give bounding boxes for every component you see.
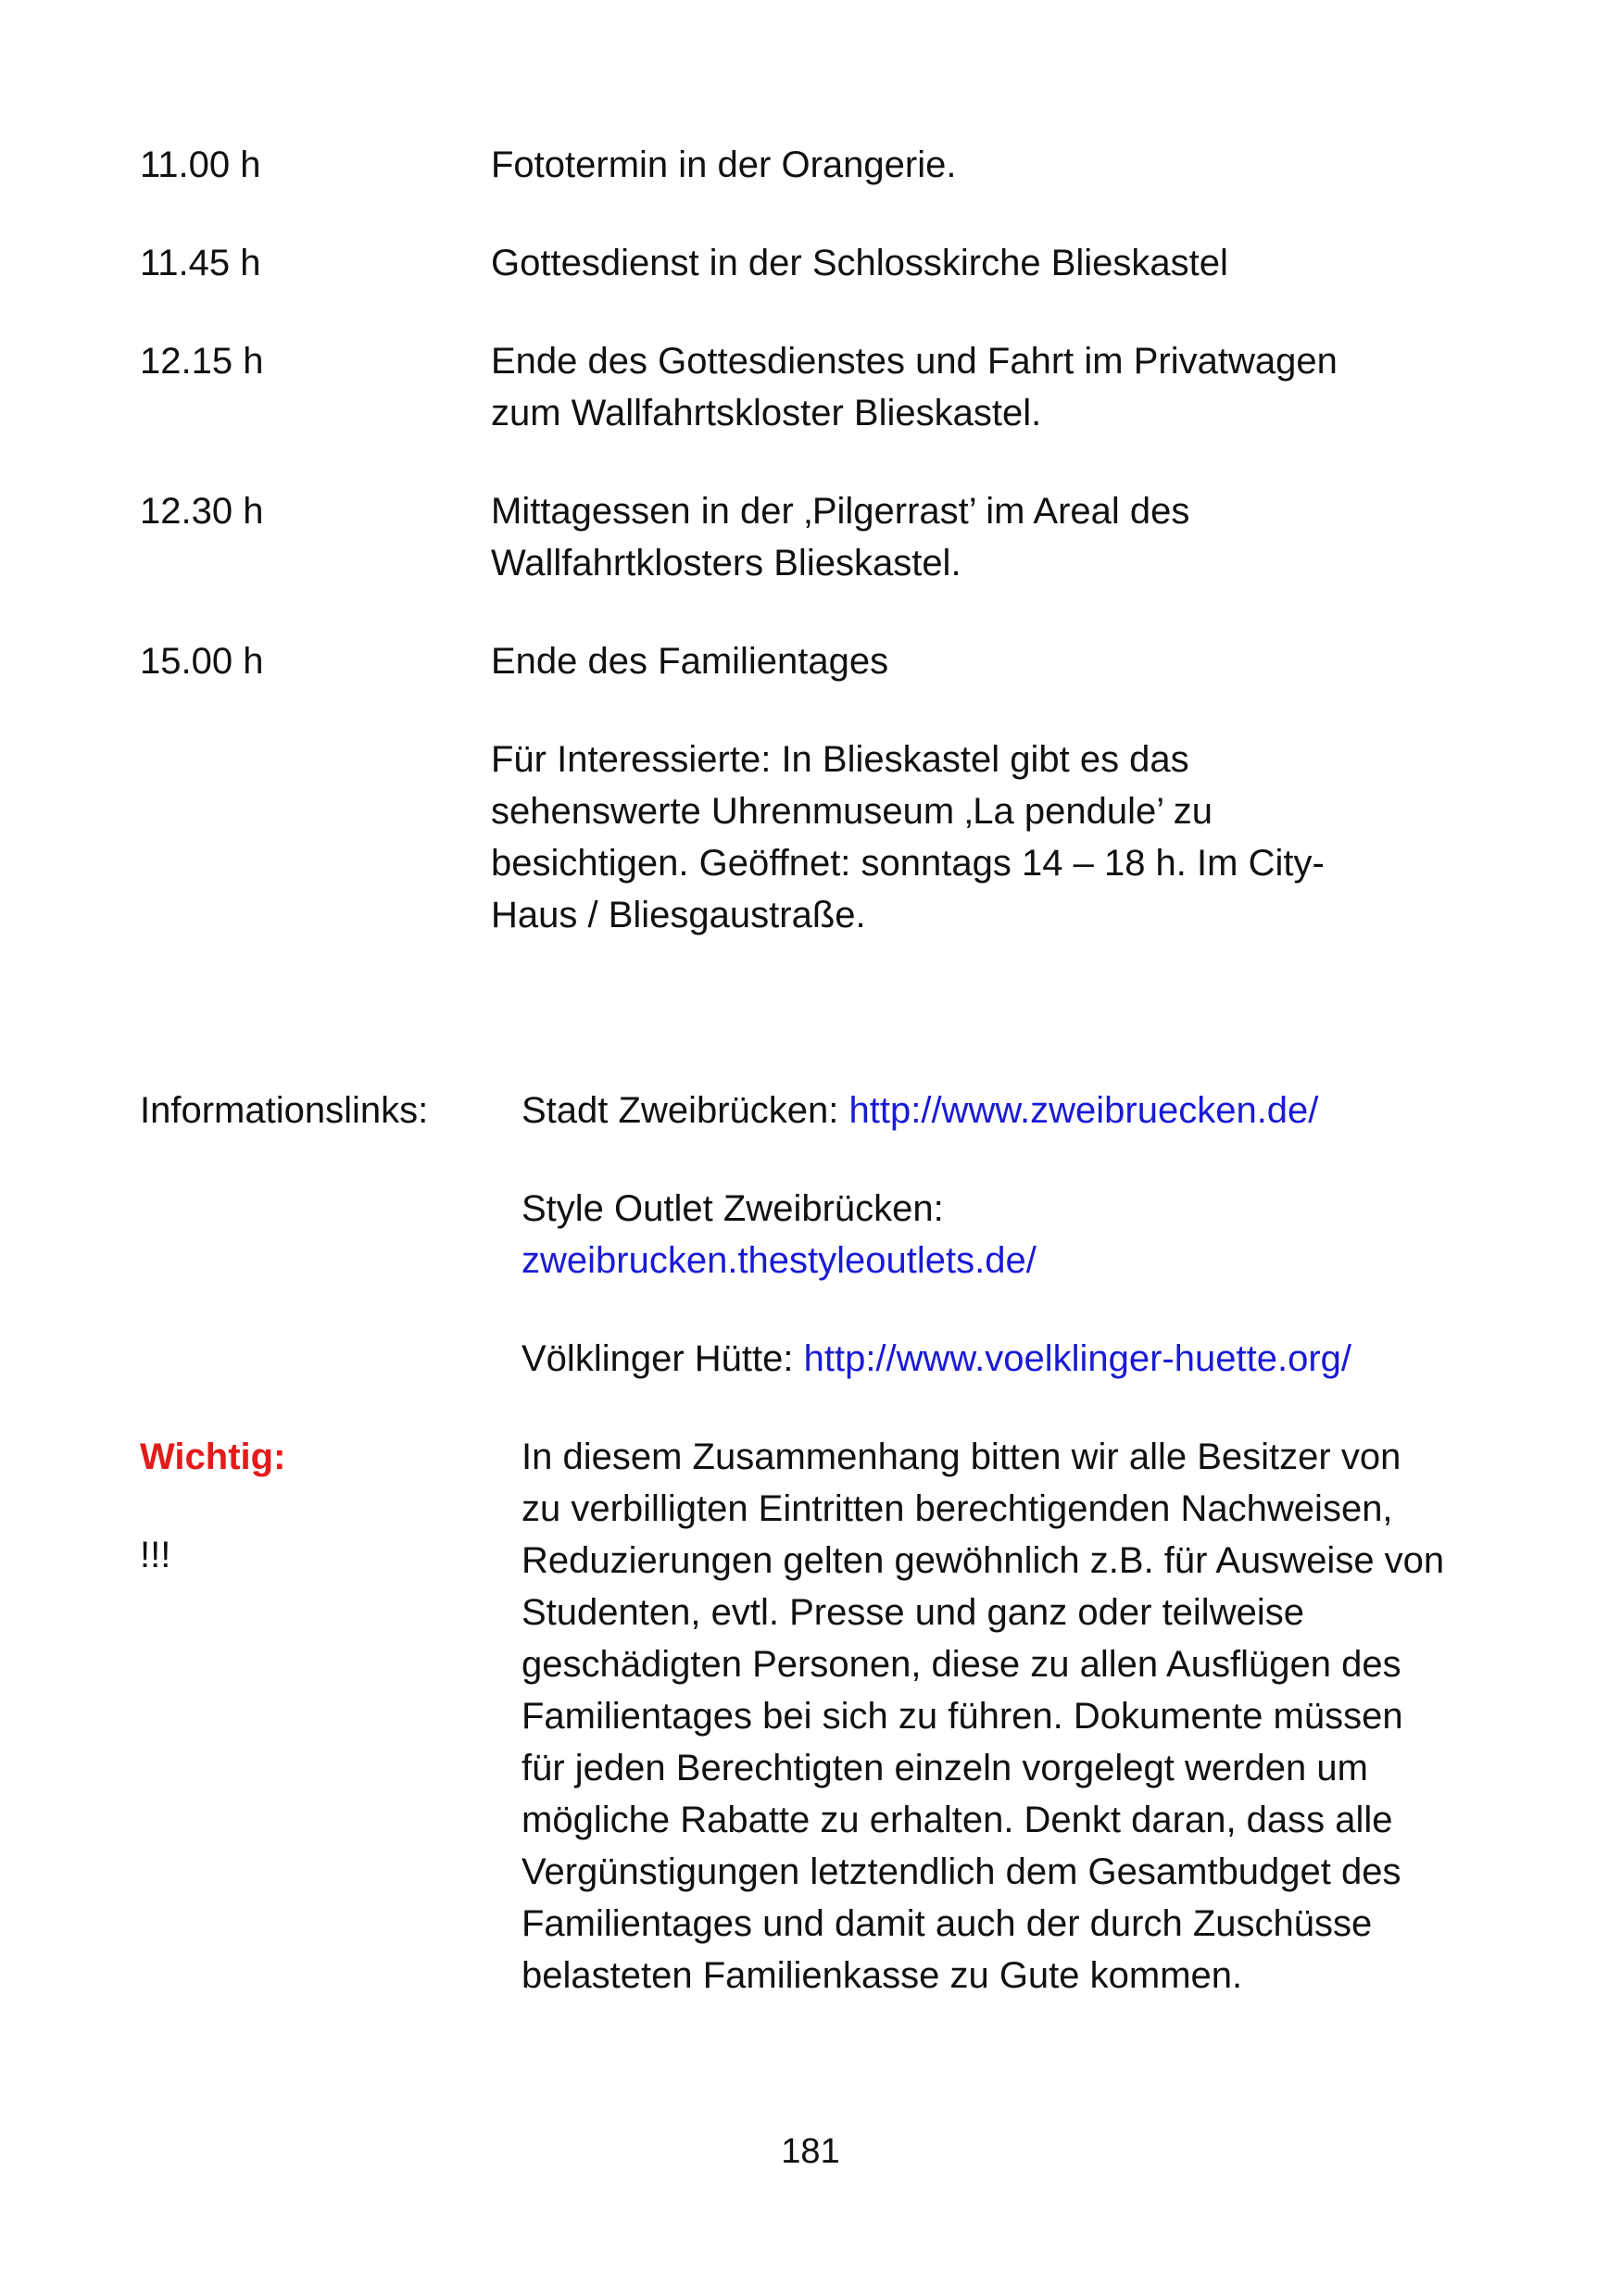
voelklinger-huette-link[interactable]: http://www.voelklinger-huette.org/ [803,1338,1351,1379]
interest-line: Für Interessierte: In Blieskastel gibt es das [491,739,1189,780]
link-item-voelklinger-huette [521,1333,1503,1385]
interest-line: Haus / Bliesgaustraße. [491,895,866,935]
schedule-line: Gottesdienst in der Schlosskirche Blieskastel [491,243,1228,283]
interest-line: sehenswerte Uhrenmuseum ‚La pendule’ zu [491,791,1213,832]
schedule-time: 12.30 h [140,491,264,532]
important-line: Vergünstigungen letztendlich dem Gesamtbudget des [521,1851,1401,1892]
important-line: für jeden Berechtigten einzeln vorgelegt werden um [521,1748,1368,1788]
schedule-time: 11.45 h [140,243,261,283]
important-line: Studenten, evtl. Presse und ganz oder teilweise [521,1592,1304,1633]
important-line: Familientages und damit auch der durch Zuschüsse [521,1903,1373,1944]
schedule-description [491,335,1417,439]
information-links-label: Informationslinks: [140,1090,429,1131]
schedule-description [491,485,1417,589]
important-line: zu verbilligten Eintritten berechtigenden Nachweisen, [521,1488,1393,1529]
important-line: In diesem Zusammenhang bitten wir alle Besitzer von [521,1437,1401,1477]
link-item-zweibruecken [521,1085,1503,1136]
zweibruecken-link[interactable]: http://www.zweibruecken.de/ [848,1090,1319,1131]
schedule-line: Mittagessen in der ‚Pilgerrast’ im Areal des [491,491,1190,532]
schedule-line: Ende des Gottesdienstes und Fahrt im Privatwagen [491,341,1338,382]
interest-line: besichtigen. Geöffnet: sonntags 14 – 18 h. Im City- [491,843,1325,884]
schedule-description [491,635,1417,687]
schedule-line: Ende des Familientages [491,641,889,682]
important-line: Reduzierungen gelten gewöhnlich z.B. für Ausweise von [521,1540,1445,1581]
important-line: belasteten Familienkasse zu Gute kommen. [521,1955,1243,1996]
schedule-line: Fototermin in der Orangerie. [491,144,957,185]
page-number: 181 [781,2132,840,2171]
schedule-description [491,237,1417,289]
schedule-description [491,139,1417,191]
link-prefix: Style Outlet Zweibrücken: [521,1188,944,1229]
important-label: Wichtig: [140,1437,286,1477]
important-line: geschädigten Personen, diese zu allen Ausflügen des [521,1644,1401,1685]
important-text [521,1431,1503,2001]
schedule-time: 12.15 h [140,341,264,382]
style-outlet-link[interactable]: zweibrucken.thestyleoutlets.de/ [521,1240,1037,1281]
schedule-time: 15.00 h [140,641,264,682]
important-marker: !!! [140,1535,171,1575]
schedule-line: Wallfahrtklosters Blieskastel. [491,543,961,583]
link-prefix: Völklinger Hütte: [521,1338,804,1379]
link-item-style-outlet [521,1183,1503,1286]
schedule-line: zum Wallfahrtskloster Blieskastel. [491,393,1042,433]
important-line: Familientages bei sich zu führen. Dokumente müssen [521,1696,1403,1737]
schedule-time: 11.00 h [140,144,261,185]
link-prefix: Stadt Zweibrücken: [521,1090,849,1131]
important-line: mögliche Rabatte zu erhalten. Denkt daran, dass alle [521,1800,1393,1840]
interest-text [491,734,1417,941]
